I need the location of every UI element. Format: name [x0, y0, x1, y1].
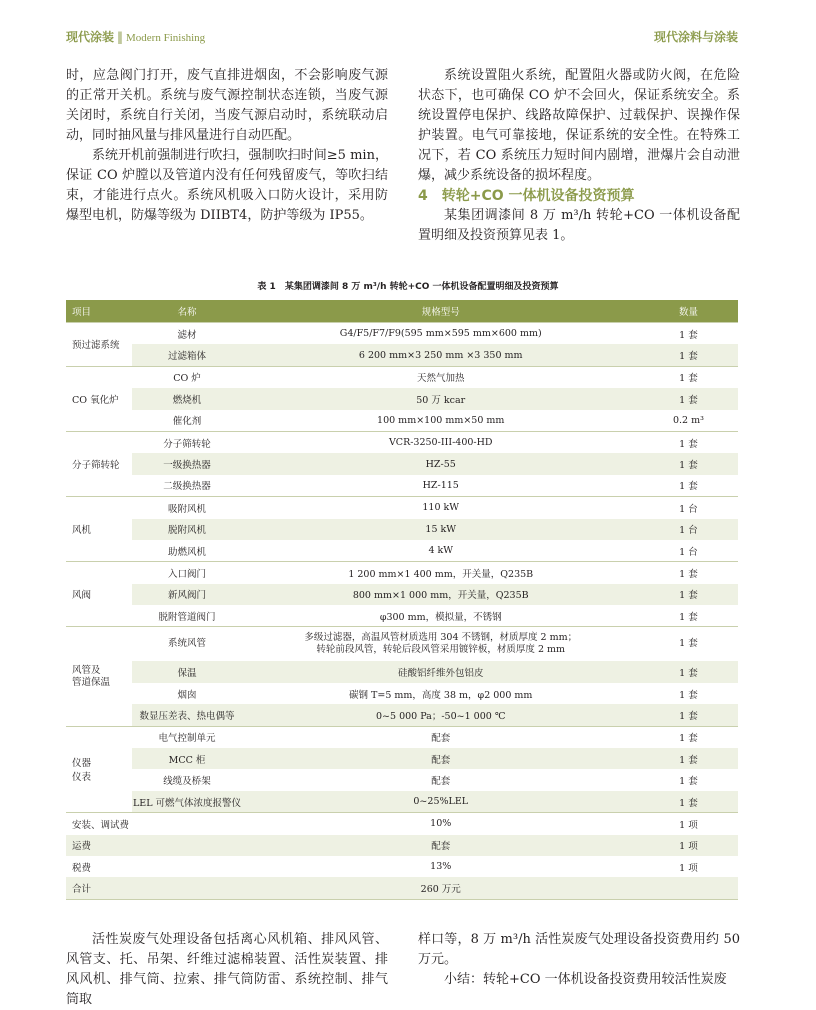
name-cell: 二级换热器: [163, 481, 211, 493]
table-caption: 表 1 某集团调漆间 8 万 m³/h 转轮+CO 一体机设备配置明细及投资预算: [257, 282, 559, 292]
name-cell: 脱附风机: [132, 519, 243, 540]
name-cell: 过滤箱体: [132, 344, 243, 366]
table-row: [66, 627, 738, 662]
journal-name-cn: 现代涂装: [66, 30, 115, 44]
group-cell: 分子筛转轮: [66, 431, 132, 496]
table-row: [66, 584, 738, 605]
qty-cell: 1 台: [679, 546, 698, 558]
right-column-bottom: [418, 930, 740, 990]
qty-cell: 1 套: [639, 627, 738, 662]
section-heading: 4 转轮+CO 一体机设备投资预算: [418, 188, 635, 204]
qty-cell: 1 套: [639, 791, 738, 813]
group-cell: 预过滤系统: [66, 323, 132, 367]
name-cell: 数显压差表、热电偶等: [132, 704, 243, 726]
qty-cell: 1 套: [639, 323, 738, 345]
qty-cell: 1 套: [679, 611, 698, 623]
fee-qty-cell: [639, 877, 738, 899]
header-name: 名称: [132, 300, 243, 323]
qty-cell: 1 台: [639, 519, 738, 540]
spec-cell: 碳钢 T=5 mm，高度 38 m，φ2 000 mm: [349, 689, 533, 701]
name-cell: MCC 柜: [132, 748, 243, 769]
spec-cell: 天然气加热: [243, 366, 639, 388]
table-row: [66, 856, 738, 877]
name-cell: 分子筛转轮: [132, 431, 243, 453]
name-cell: 入口阀门: [132, 562, 243, 584]
spec-cell: 6 200 mm×3 250 mm ×3 350 mm: [243, 344, 639, 366]
fee-empty-cell: [132, 877, 243, 899]
table-row: [66, 453, 738, 474]
spec-cell: 50 万 kcar: [243, 388, 639, 409]
table-row: [66, 877, 738, 899]
table-row: [66, 519, 738, 540]
spec-cell: 4 kW: [428, 545, 454, 557]
name-cell: 燃烧机: [132, 388, 243, 409]
fee-item-cell: 合计: [66, 877, 132, 899]
qty-cell: 1 套: [679, 481, 698, 493]
group-cell: 风机: [66, 497, 132, 562]
spec-cell: 配套: [243, 748, 639, 769]
paragraph: 小结：转轮+CO 一体机设备投资费用较活性炭废: [444, 972, 727, 987]
spec-cell: HZ-55: [243, 453, 639, 474]
spec-cell: 800 mm×1 000 mm，开关量，Q235B: [243, 584, 639, 605]
paragraph: 系统设置阻火系统，配置阻火器或防火阀，在危险状态下，也可确保 CO 炉不会回火，保证系统安全。系统设置停电保护、线路故障保护、过载保护、误操作保护装置。电气可靠接地，保证系统的安全性。在特殊工况下，若 CO 系统压力短时间内剧增，泄爆片会自动泄爆，减少系统设备的损坏程度。: [418, 68, 740, 183]
spec-cell: 多级过滤器，高温风管材质选用 304 不锈钢，材质厚度 2 mm； 转轮前段风管，转轮后段风管采用镀锌板，材质厚度 2 mm: [243, 627, 639, 662]
qty-cell: 1 套: [639, 584, 738, 605]
table-row: [66, 813, 738, 835]
qty-cell: 1 套: [639, 748, 738, 769]
group-cell: 仪器 仪表: [66, 726, 132, 813]
left-column-bottom: [66, 930, 388, 1010]
table-row: [66, 344, 738, 366]
qty-cell: 1 套: [639, 453, 738, 474]
qty-cell: 1 套: [639, 366, 738, 388]
table-row: [66, 835, 738, 856]
qty-cell: 1 套: [639, 661, 738, 682]
name-cell: CO 炉: [132, 366, 243, 388]
fee-item-cell: 安装、调试费: [66, 813, 132, 835]
name-cell: 系统风管: [132, 627, 243, 662]
qty-cell: 1 套: [639, 344, 738, 366]
left-column-top: [66, 66, 388, 226]
spec-cell: 配套: [431, 776, 451, 788]
fee-empty-cell: [132, 835, 243, 856]
table-row: [66, 748, 738, 769]
fee-empty-cell: [132, 813, 243, 835]
table-row: [66, 431, 738, 453]
journal-header-left: [66, 28, 205, 45]
header-item: 项目: [66, 300, 132, 323]
spec-cell: VCR-3250-III-400-HD: [243, 431, 639, 453]
table-row: [66, 388, 738, 409]
spec-cell: 1 200 mm×1 400 mm，开关量，Q235B: [243, 562, 639, 584]
table-row: [66, 726, 738, 748]
table-row: [66, 791, 738, 813]
group-cell: CO 氧化炉: [66, 366, 132, 431]
group-cell: 风管及 管道保温: [66, 627, 132, 726]
fee-item-cell: 运费: [66, 835, 132, 856]
table-row: [66, 410, 738, 432]
spec-cell: 硅酸铝纤维外包铝皮: [243, 661, 639, 682]
fee-qty-cell: 1 项: [639, 813, 738, 835]
paragraph: 时，应急阀门打开，废气直排进烟囱，不会影响废气源的正常开关机。系统与废气源控制状态连锁，当废气源关闭时，系统自行关闭，当废气源启动时，系统联动启动，同时抽风量与排风量进行自动匹配。: [66, 68, 388, 143]
header-qty: 数量: [639, 300, 738, 323]
paragraph: 活性炭废气处理设备包括离心风机箱、排风风管、风管支、托、吊架、纤维过滤棉装置、活性炭装置、排风风机、排气筒、拉索、排气筒防雷、系统控制、排气筒取: [66, 932, 388, 1007]
qty-cell: 1 套: [679, 689, 698, 701]
table-row: [66, 683, 738, 704]
fee-empty-cell: [132, 856, 243, 877]
journal-header-right: 现代涂料与涂装: [653, 30, 738, 44]
table-row: [66, 769, 738, 790]
spec-cell: HZ-115: [422, 479, 459, 491]
qty-cell: 1 套: [639, 388, 738, 409]
journal-name-en: Modern Finishing: [126, 32, 206, 44]
spec-cell: 0~25%LEL: [243, 791, 639, 813]
paragraph: 样口等，8 万 m³/h 活性炭废气处理设备投资费用约 50 万元。: [418, 932, 740, 967]
fee-spec-cell: 10%: [243, 813, 639, 835]
table-row: [66, 475, 738, 497]
paragraph: 系统开机前强制进行吹扫，强制吹扫时间≥5 min，保证 CO 炉膛以及管道内没有任何残留废气，等吹扫结束，才能进行点火。系统风机吸入口防火设计，采用防爆型电机，防爆等级为 DIIBT4，防护等级为 IP55。: [66, 148, 388, 223]
table-row: [66, 661, 738, 682]
qty-cell: 1 套: [639, 704, 738, 726]
header-separator: ‖: [117, 30, 124, 44]
group-cell: 风阀: [66, 562, 132, 627]
fee-qty-cell: 1 项: [679, 862, 698, 874]
name-cell: 线缆及桥架: [163, 776, 211, 788]
fee-spec-cell: 配套: [243, 835, 639, 856]
fee-spec-cell: 13%: [430, 861, 452, 873]
table-row: [66, 323, 738, 345]
spec-cell: G4/F5/F7/F9(595 mm×595 mm×600 mm): [243, 323, 639, 345]
table-header-row: [66, 300, 738, 323]
name-cell: 脱附管道阀门: [158, 611, 216, 623]
name-cell: 电气控制单元: [132, 726, 243, 748]
table-row: [66, 605, 738, 627]
table-row: [66, 540, 738, 562]
name-cell: 烟囱: [177, 689, 197, 701]
name-cell: 助燃风机: [168, 546, 207, 558]
qty-cell: 1 套: [639, 431, 738, 453]
fee-spec-cell: 260 万元: [243, 877, 639, 899]
name-cell: 保温: [132, 661, 243, 682]
table-row: [66, 704, 738, 726]
spec-cell: 配套: [243, 726, 639, 748]
qty-cell: 1 套: [679, 776, 698, 788]
spec-cell: 110 kW: [243, 497, 639, 519]
table-row: [66, 562, 738, 584]
qty-cell: 1 套: [639, 726, 738, 748]
name-cell: 滤材: [132, 323, 243, 345]
table-body: [66, 323, 738, 900]
table-row: [66, 497, 738, 519]
right-column-top: [418, 66, 740, 246]
table-row: [66, 366, 738, 388]
qty-cell: 0.2 m³: [672, 414, 704, 426]
name-cell: 新风阀门: [132, 584, 243, 605]
name-cell: 吸附风机: [132, 497, 243, 519]
spec-cell: φ300 mm，模拟量，不锈钢: [379, 611, 502, 623]
fee-item-cell: 税费: [72, 862, 92, 874]
name-cell: LEL 可燃气体浓度报警仪: [132, 791, 243, 813]
name-cell: 一级换热器: [132, 453, 243, 474]
fee-qty-cell: 1 项: [639, 835, 738, 856]
spec-cell: 0~5 000 Pa；-50~1 000 ℃: [243, 704, 639, 726]
paragraph: 某集团调漆间 8 万 m³/h 转轮+CO 一体机设备配置明细及投资预算见表 1。: [418, 208, 740, 243]
name-cell: 催化剂: [172, 416, 202, 428]
spec-cell: 100 mm×100 mm×50 mm: [377, 414, 505, 426]
spec-cell: 15 kW: [243, 519, 639, 540]
qty-cell: 1 台: [639, 497, 738, 519]
qty-cell: 1 套: [639, 562, 738, 584]
header-spec: 规格型号: [243, 300, 639, 323]
equipment-budget-table: [66, 300, 738, 900]
